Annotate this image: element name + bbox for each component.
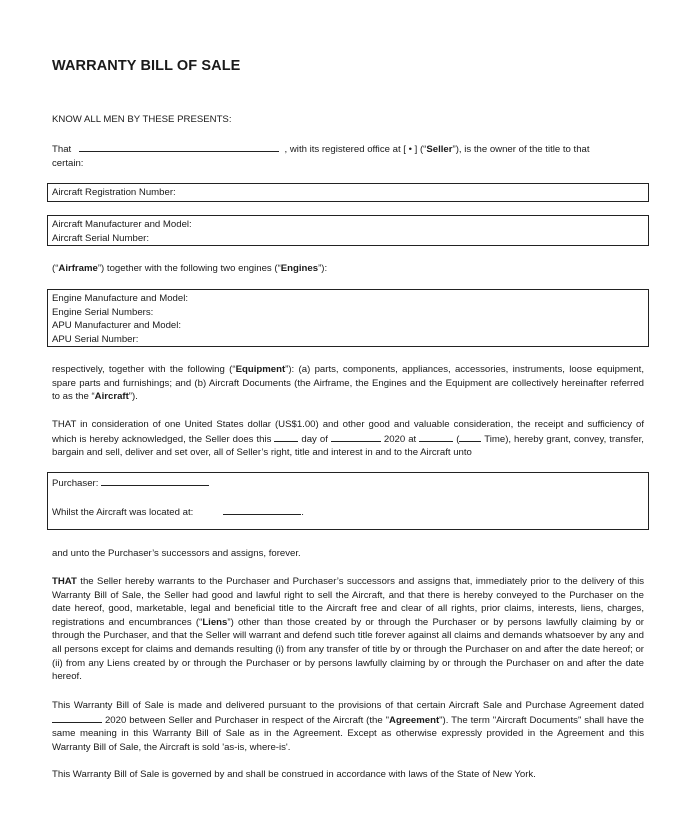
time-blank[interactable] bbox=[459, 432, 481, 442]
location-label: Whilst the Aircraft was located at: bbox=[52, 506, 194, 518]
that-tail: ”), is the owner of the title to that bbox=[452, 144, 590, 155]
aircraft-manufacturer-label: Aircraft Manufacturer and Model: bbox=[52, 219, 192, 230]
engine-serial-label: Engine Serial Numbers: bbox=[52, 306, 154, 318]
agreement-term: Agreement bbox=[389, 714, 440, 726]
place-blank[interactable] bbox=[419, 432, 453, 442]
agreement-part3: "). The term "Aircraft Documents" shall have the same meaning in this Warranty Bill of Sale as in the Agreement. Except as otherwise expressly provided in the Agreement and this Warranty Bill of Sale, the Aircraft is sold 'as-is, where-is'. bbox=[52, 714, 645, 753]
seller-paragraph bbox=[52, 142, 644, 170]
consideration-part4: ( bbox=[456, 433, 460, 445]
agreement-part2: 2020 between Seller and Purchaser in respect of the Aircraft (the " bbox=[104, 714, 390, 726]
registration-box bbox=[47, 183, 649, 202]
liens-term: Liens bbox=[202, 616, 228, 628]
successors-paragraph: and unto the Purchaser’s successors and assigns, forever. bbox=[52, 548, 301, 559]
airframe-paragraph bbox=[52, 262, 644, 276]
location-blank[interactable] bbox=[223, 505, 301, 515]
day-blank[interactable] bbox=[274, 432, 298, 442]
month-blank[interactable] bbox=[331, 432, 381, 442]
consideration-part3: 2020 at bbox=[383, 433, 417, 445]
consideration-part2: day of bbox=[301, 433, 328, 445]
intro-line: KNOW ALL MEN BY THESE PRESENTS: bbox=[52, 114, 232, 125]
manufacturer-box bbox=[47, 215, 649, 246]
apu-serial-label: APU Serial Number: bbox=[52, 333, 139, 345]
agreement-paragraph bbox=[52, 699, 644, 754]
equipment-paragraph bbox=[52, 363, 644, 404]
location-row bbox=[52, 505, 644, 520]
engine-manufacture-label: Engine Manufacture and Model: bbox=[52, 293, 188, 304]
warranty-body1: the Seller hereby warrants to the Purchaser and Purchaser’s successors and assigns that, immediately prior to the delivery of this Warranty Bill of Sale, the Seller had good and lawful right to sell the Aircraft, and that there is hereby conveyed to the Purchaser on the date hereof, good, marketable, legal and beneficial title to the Aircraft free and clear of all rights, prior claims, interests, liens, charges, registrations and encumbrances (“ bbox=[52, 576, 644, 628]
that-mid: , with its registered office at [ • ] (“ bbox=[284, 144, 427, 155]
purchaser-box bbox=[47, 472, 649, 530]
page-title: WARRANTY BILL OF SALE bbox=[52, 58, 241, 74]
apu-manufacturer-label: APU Manufacturer and Model: bbox=[52, 320, 182, 332]
airframe-term: Airframe bbox=[58, 263, 98, 274]
purchaser-blank[interactable] bbox=[101, 476, 209, 486]
aircraft-serial-label: Aircraft Serial Number: bbox=[52, 232, 150, 244]
equipment-pre: respectively, together with the following (“ bbox=[52, 364, 236, 375]
registration-number-label: Aircraft Registration Number: bbox=[52, 187, 176, 198]
consideration-paragraph bbox=[52, 418, 644, 460]
equipment-post: ”). bbox=[128, 391, 138, 403]
purchaser-row bbox=[52, 476, 644, 491]
purchaser-label: Purchaser: bbox=[52, 478, 99, 489]
warranty-lead: THAT bbox=[52, 576, 77, 587]
equipment-mid: ”): (a) parts, components, appliances, accessories, instruments, loose equipment, spare parts and furnishings; and (b) Aircraft Documents (the Airframe, the Engines and the Equipment are collectively hereinafter referred to as the “ bbox=[52, 364, 644, 403]
engines-box bbox=[47, 289, 649, 347]
agreement-part1: This Warranty Bill of Sale is made and delivered pursuant to the provisions of that certain Aircraft Sale and Purchase Agreement dated bbox=[52, 700, 644, 711]
warranty-paragraph bbox=[52, 575, 644, 684]
agreement-date-blank[interactable] bbox=[52, 713, 102, 723]
governing-law-paragraph: This Warranty Bill of Sale is governed by and shall be construed in accordance with laws of the State of New York. bbox=[52, 769, 536, 780]
airframe-pre: (“ bbox=[52, 263, 59, 274]
seller-name-blank[interactable] bbox=[79, 142, 279, 152]
aircraft-term: Aircraft bbox=[94, 391, 129, 403]
consideration-part5: Time), hereby grant, convey, transfer, bargain and sell, deliver and set over, all of Seller’s right, title and interest in and to the Aircraft unto bbox=[52, 433, 644, 459]
warranty-body2: ”) other than those created by or through the Purchaser or by persons lawfully claiming by or through the Purchaser, and that the Seller will warrant and defend such title forever against all claims and demands whatsoever by any and all persons except for claims and demands resulting (i) from any transfer of title by or through the Purchaser on and after the date hereof; or (ii) from any Liens created by or through the Purchaser or by persons lawfully claiming by or through the Purchaser on and after the date hereof. bbox=[52, 616, 644, 683]
that-line2: certain: bbox=[52, 157, 84, 169]
airframe-post: ”): bbox=[318, 263, 328, 274]
engines-term: Engines bbox=[280, 263, 319, 274]
consideration-part1: THAT in consideration of one United States dollar (US$1.00) and other good and valuable consideration, the receipt and sufficiency of which is hereby acknowledged, the Seller does this bbox=[52, 419, 644, 445]
airframe-mid: ”) together with the following two engines (“ bbox=[97, 263, 281, 274]
equipment-term: Equipment bbox=[235, 364, 286, 375]
seller-term: Seller bbox=[426, 144, 453, 155]
that-lead: That bbox=[52, 144, 72, 155]
location-end: . bbox=[301, 506, 304, 518]
